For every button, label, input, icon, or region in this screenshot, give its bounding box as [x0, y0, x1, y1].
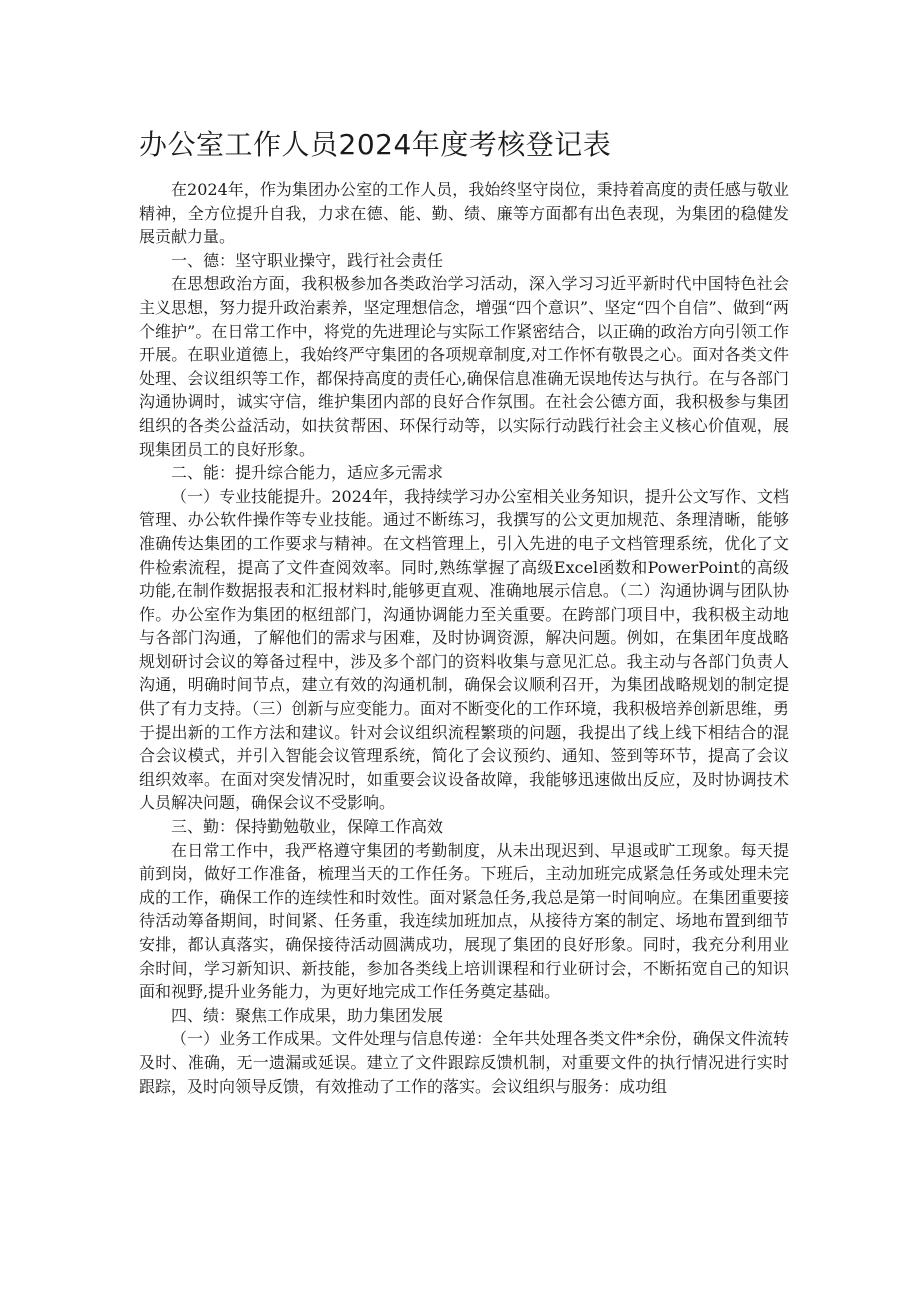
section-paragraph-neng: （一）专业技能提升。2024年，我持续学习办公室相关业务知识，提升公文写作、文档管理、办公软件操作等专业技能。通过不断练习，我撰写的公文更加规范、条理清晰，能够准确传达集团的工作要求与精神。在文档管理上，引入先进的电子文档管理系统，优化了文件检索流程，提高了文件查阅效率。同时,熟练掌握了高级Excel函数和PowerPoint的高级功能,在制作数据报表和汇报材料时,能够更直观、准确地展示信息。（二）沟通协调与团队协作。办公室作为集团的枢纽部门，沟通协调能力至关重要。在跨部门项目中，我积极主动地与各部门沟通，了解他们的需求与困难，及时协调资源，解决问题。例如，在集团年度战略规划研讨会议的筹备过程中，涉及多个部门的资料收集与意见汇总。我主动与各部门负责人沟通，明确时间节点，建立有效的沟通机制，确保会议顺利召开，为集团战略规划的制定提供了有力支持。（三）创新与应变能力。面对不断变化的工作环境，我积极培养创新思维，勇于提出新的工作方法和建议。针对会议组织流程繁琐的问题，我提出了线上线下相结合的混合会议模式，并引入智能会议管理系统，简化了会议预约、通知、签到等环节，提高了会议组织效率。在面对突发情况时，如重要会议设备故障，我能够迅速做出反应，及时协调技术人员解决问题，确保会议不受影响。	[139, 486, 789, 813]
page-title: 办公室工作人员2024年度考核登记表	[139, 128, 612, 161]
intro-paragraph: 在2024年，作为集团办公室的工作人员，我始终坚守岗位，秉持着高度的责任感与敬业精神，全方位提升自我，力求在德、能、勤、绩、廉等方面都有出色表现，为集团的稳健发展贡献力量。	[139, 180, 789, 247]
section-paragraph-qin: 在日常工作中，我严格遵守集团的考勤制度，从未出现迟到、早退或旷工现象。每天提前到岗，做好工作准备，梳理当天的工作任务。下班后，主动加班完成紧急任务或处理未完成的工作，确保工作的连续性和时效性。面对紧急任务,我总是第一时间响应。在集团重要接待活动筹备期间，时间紧、任务重，我连续加班加点，从接待方案的制定、场地布置到细节安排，都认真落实，确保接待活动圆满成功，展现了集团的良好形象。同时，我充分利用业余时间，学习新知识、新技能，参加各类线上培训课程和行业研讨会，不断拓宽自己的知识面和视野,提升业务能力，为更好地完成工作任务奠定基础。	[139, 840, 789, 1002]
section-heading-de: 一、德：坚守职业操守，践行社会责任	[171, 250, 444, 270]
document-page	[139, 128, 789, 1098]
section-heading-neng: 二、能：提升综合能力，适应多元需求	[171, 463, 444, 483]
section-heading-qin: 三、勤：保持勤勉敬业，保障工作高效	[171, 817, 444, 837]
section-heading-ji: 四、绩：聚焦工作成果，助力集团发展	[171, 1005, 444, 1025]
section-paragraph-ji: （一）业务工作成果。文件处理与信息传递：全年共处理各类文件*余份，确保文件流转及时、准确，无一遗漏或延误。建立了文件跟踪反馈机制，对重要文件的执行情况进行实时跟踪，及时向领导反馈，有效推动了工作的落实。会议组织与服务：成功组	[139, 1029, 789, 1096]
section-paragraph-de: 在思想政治方面，我积极参加各类政治学习活动，深入学习习近平新时代中国特色社会主义思想，努力提升政治素养，坚定理想信念，增强“四个意识”、坚定“四个自信”、做到“两个维护”。在日常工作中，将党的先进理论与实际工作紧密结合，以正确的政治方向引领工作开展。在职业道德上，我始终严守集团的各项规章制度,对工作怀有敬畏之心。面对各类文件处理、会议组织等工作，都保持高度的责任心,确保信息准确无误地传达与执行。在与各部门沟通协调时，诚实守信，维护集团内部的良好合作氛围。在社会公德方面，我积极参与集团组织的各类公益活动，如扶贫帮困、环保行动等，以实际行动践行社会主义核心价值观，展现集团员工的良好形象。	[139, 274, 789, 459]
